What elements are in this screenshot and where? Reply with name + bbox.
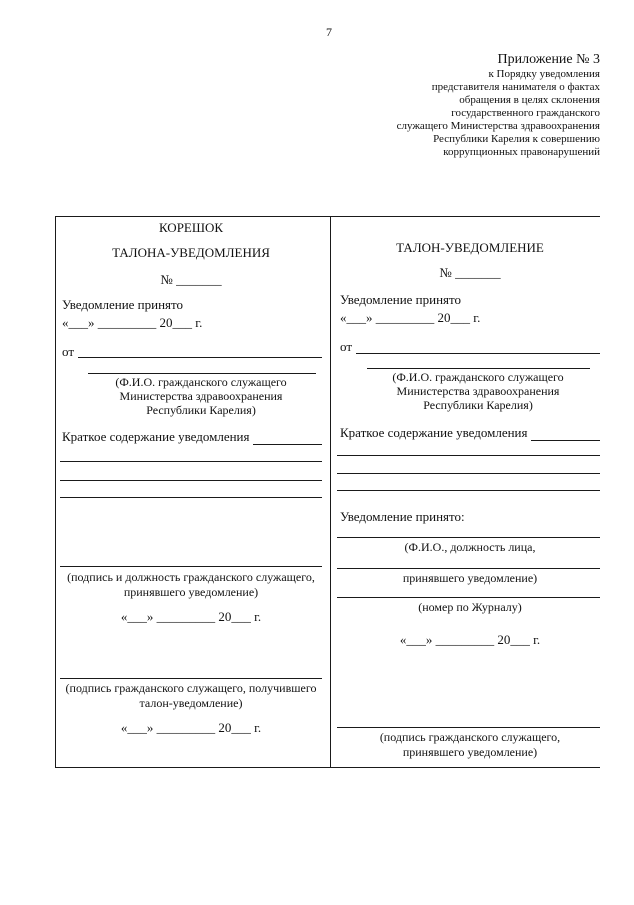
coupon-acceptor-line bbox=[337, 568, 600, 569]
stub-accepted-label: Уведомление принято bbox=[62, 297, 184, 312]
coupon-acceptor-role-note: принявшего уведомление) bbox=[402, 571, 538, 585]
stub-subheading: ТАЛОНА-УВЕДОМЛЕНИЯ bbox=[112, 245, 270, 260]
stub-from-label: от bbox=[62, 344, 75, 359]
stub-summary-line bbox=[60, 480, 322, 481]
stub-signature-received-note: (подпись гражданского служащего, получившего bbox=[65, 681, 317, 695]
coupon-signature-note: (подпись гражданского служащего, bbox=[379, 730, 561, 744]
stub-summary-line bbox=[60, 497, 322, 498]
coupon-date: «___» _________ 20___ г. bbox=[340, 310, 481, 325]
stub-fio-note: Республики Карелия) bbox=[146, 403, 256, 417]
appendix-line: коррупционных правонарушений bbox=[443, 146, 600, 158]
coupon-summary-line bbox=[531, 440, 600, 441]
stub-fio-note: (Ф.И.О. гражданского служащего bbox=[115, 375, 287, 389]
coupon-number: № _______ bbox=[439, 265, 501, 280]
stub-heading: КОРЕШОК bbox=[158, 220, 224, 235]
appendix-line: Республики Карелия к совершению bbox=[433, 133, 600, 145]
coupon-accepted-label: Уведомление принято bbox=[340, 292, 462, 307]
coupon-fio-line bbox=[367, 368, 590, 369]
stub-summary-line bbox=[253, 444, 322, 445]
coupon-fio-note: (Ф.И.О. гражданского служащего bbox=[392, 370, 564, 384]
column-divider bbox=[330, 216, 331, 768]
stub-summary-line bbox=[60, 461, 322, 462]
appendix-line: представителя нанимателя о фактах bbox=[431, 81, 600, 93]
coupon-from-label: от bbox=[340, 339, 353, 354]
page-number: 7 bbox=[326, 25, 332, 39]
appendix-line: к Порядку уведомления bbox=[488, 68, 600, 80]
stub-date: «___» _________ 20___ г. bbox=[62, 315, 203, 330]
coupon-fio-note: Республики Карелия) bbox=[423, 398, 533, 412]
coupon-heading: ТАЛОН-УВЕДОМЛЕНИЕ bbox=[396, 240, 544, 255]
stub-summary-label: Краткое содержание уведомления bbox=[62, 429, 250, 444]
stub-fio-note: Министерства здравоохранения bbox=[119, 389, 283, 403]
coupon-signature-line bbox=[337, 727, 600, 728]
coupon-journal-number-note: (номер по Журналу) bbox=[418, 600, 522, 614]
coupon-acceptor-fio-note: (Ф.И.О., должность лица, bbox=[404, 540, 536, 554]
stub-signature-line bbox=[60, 678, 322, 679]
coupon-acceptor-line bbox=[337, 537, 600, 538]
stub-signature-accepted-note: принявшего уведомление) bbox=[123, 585, 259, 599]
stub-date: «___» _________ 20___ г. bbox=[120, 609, 262, 624]
stub-fio-line bbox=[88, 373, 316, 374]
coupon-date: «___» _________ 20___ г. bbox=[399, 632, 541, 647]
coupon-journal-line bbox=[337, 597, 600, 598]
appendix-line: государственного гражданского bbox=[451, 107, 600, 119]
coupon-accepted-by-label: Уведомление принято: bbox=[340, 509, 465, 524]
coupon-from-line bbox=[356, 353, 600, 354]
appendix-title: Приложение № 3 bbox=[497, 52, 600, 67]
coupon-fio-note: Министерства здравоохранения bbox=[396, 384, 560, 398]
appendix-line: обращения в целях склонения bbox=[459, 94, 600, 106]
stub-number: № _______ bbox=[160, 272, 222, 287]
coupon-summary-label: Краткое содержание уведомления bbox=[340, 425, 528, 440]
coupon-signature-note: принявшего уведомление) bbox=[402, 745, 538, 759]
stub-date: «___» _________ 20___ г. bbox=[120, 720, 262, 735]
appendix-block bbox=[397, 52, 600, 159]
stub-signature-accepted-note: (подпись и должность гражданского служащего, bbox=[67, 570, 315, 584]
coupon-summary-line bbox=[337, 455, 600, 456]
stub-signature-received-note: талон-уведомление) bbox=[139, 696, 243, 710]
stub-signature-line bbox=[60, 566, 322, 567]
coupon-summary-line bbox=[337, 473, 600, 474]
stub-from-line bbox=[78, 357, 322, 358]
appendix-line: служащего Министерства здравоохранения bbox=[396, 120, 600, 132]
coupon-summary-line bbox=[337, 490, 600, 491]
